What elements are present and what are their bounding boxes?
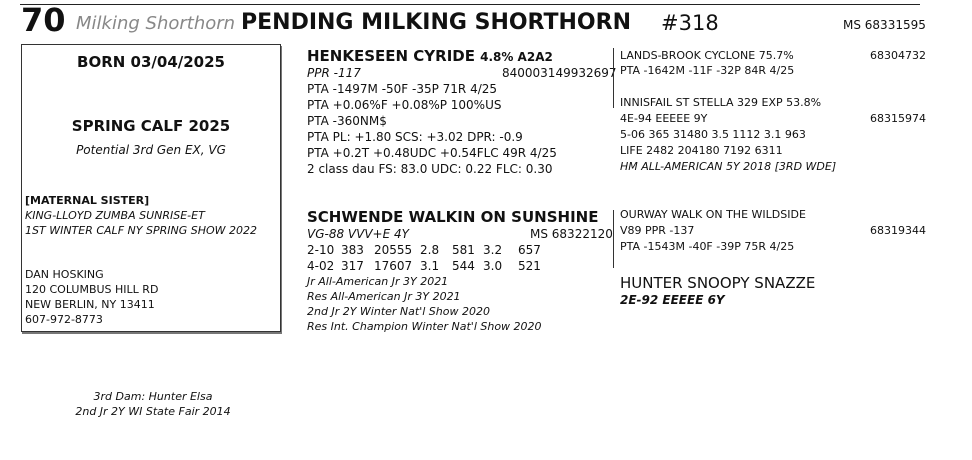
birth-date: BORN 03/04/2025 — [77, 53, 225, 71]
sire-id: 840003149932697 — [502, 66, 617, 80]
animal-info-box — [21, 44, 281, 332]
sire-dam-record: 5-06 365 31480 3.5 1112 3.1 963 — [620, 128, 806, 141]
record-cell: 3.2 — [483, 243, 503, 257]
sire-sire-name: LANDS-BROOK CYCLONE 75.7% — [620, 49, 794, 62]
sire-sire-pta: PTA -1642M -11F -32P 84R 4/25 — [620, 64, 795, 77]
dam-award: 2nd Jr 2Y Winter Nat'l Show 2020 — [307, 305, 490, 318]
dam-sire-pta: PTA -1543M -40F -39P 75R 4/25 — [620, 240, 795, 253]
sire-line: 2 class dau FS: 83.0 UDC: 0.22 FLC: 0.30 — [307, 162, 553, 176]
dam-sire-name: OURWAY WALK ON THE WILDSIDE — [620, 208, 806, 221]
sire-ppr: PPR -117 — [307, 66, 361, 80]
record-cell: 383 — [341, 243, 364, 257]
record-cell: 581 — [452, 243, 475, 257]
record-cell: 317 — [341, 259, 364, 273]
dam-classification: VG-88 VVV+E 4Y — [307, 227, 409, 241]
dam-award: Res Int. Champion Winter Nat'l Show 2020 — [307, 320, 542, 333]
sire-name: HENKESEEN CYRIDE — [307, 47, 475, 65]
record-cell: 2.8 — [420, 243, 440, 257]
sire-dam-award: HM ALL-AMERICAN 5Y 2018 [3RD WDE] — [620, 160, 837, 173]
sire-dam-life: LIFE 2482 204180 7192 6311 — [620, 144, 783, 157]
consignor-city: NEW BERLIN, NY 13411 — [25, 298, 155, 311]
record-cell: 3.0 — [483, 259, 503, 273]
dam-sire-reg: 68319344 — [870, 224, 926, 237]
sire-pedigree-bracket — [613, 48, 614, 108]
maternal-sister-award: 1ST WINTER CALF NY SPRING SHOW 2022 — [25, 224, 257, 237]
consignor-street: 120 COLUMBUS HILL RD — [25, 283, 159, 296]
registration-number: MS 68331595 — [843, 18, 926, 32]
sire-name-row — [307, 46, 553, 65]
dam-dam-class: 2E-92 EEEEE 6Y — [620, 293, 725, 307]
sire-sire-reg: 68304732 — [870, 49, 926, 62]
record-cell: 2-10 — [307, 243, 335, 257]
dam-award: Jr All-American Jr 3Y 2021 — [307, 275, 449, 288]
calf-class: SPRING CALF 2025 — [71, 117, 231, 135]
record-cell: 657 — [518, 243, 541, 257]
maternal-sister-name: KING-LLOYD ZUMBA SUNRISE-ET — [25, 209, 205, 222]
top-rule — [20, 4, 920, 5]
record-cell: 20555 — [374, 243, 413, 257]
animal-title: PENDING MILKING SHORTHORN — [241, 10, 631, 35]
breed-label: Milking Shorthorn — [76, 13, 236, 34]
sire-name-suffix: 4.8% A2A2 — [480, 50, 553, 64]
third-dam-name: 3rd Dam: Hunter Elsa — [93, 390, 213, 403]
dam-pedigree-bracket — [613, 210, 614, 268]
maternal-heading: [MATERNAL SISTER] — [25, 194, 150, 207]
record-cell: 544 — [452, 259, 475, 273]
dam-name: SCHWENDE WALKIN ON SUNSHINE — [307, 208, 599, 226]
sire-dam-reg: 68315974 — [870, 112, 926, 125]
dam-award: Res All-American Jr 3Y 2021 — [307, 290, 461, 303]
sire-line: PTA +0.06%F +0.08%P 100%US — [307, 98, 502, 112]
sire-line: PTA PL: +1.80 SCS: +3.02 DPR: -0.9 — [307, 130, 523, 144]
record-cell: 521 — [518, 259, 541, 273]
sire-dam-class: 4E-94 EEEEE 9Y — [620, 112, 708, 125]
consignor-name: DAN HOSKING — [25, 268, 104, 281]
sire-line: PTA -1497M -50F -35P 71R 4/25 — [307, 82, 498, 96]
sire-line: PTA +0.2T +0.48UDC +0.54FLC 49R 4/25 — [307, 146, 557, 160]
consignor-phone: 607-972-8773 — [25, 313, 103, 326]
potential-note: Potential 3rd Gen EX, VG — [76, 143, 226, 157]
record-cell: 4-02 — [307, 259, 335, 273]
third-dam-award: 2nd Jr 2Y WI State Fair 2014 — [75, 405, 231, 418]
lot-number: 70 — [21, 1, 66, 39]
sire-line: PTA -360NM$ — [307, 114, 387, 128]
record-cell: 17607 — [374, 259, 413, 273]
dam-sire-ppr: V89 PPR -137 — [620, 224, 695, 237]
record-cell: 3.1 — [420, 259, 440, 273]
dam-dam-name: HUNTER SNOOPY SNAZZE — [620, 274, 816, 292]
sire-dam-name: INNISFAIL ST STELLA 329 EXP 53.8% — [620, 96, 822, 109]
dam-registration: MS 68322120 — [530, 227, 613, 241]
tag-number: #318 — [661, 11, 719, 35]
